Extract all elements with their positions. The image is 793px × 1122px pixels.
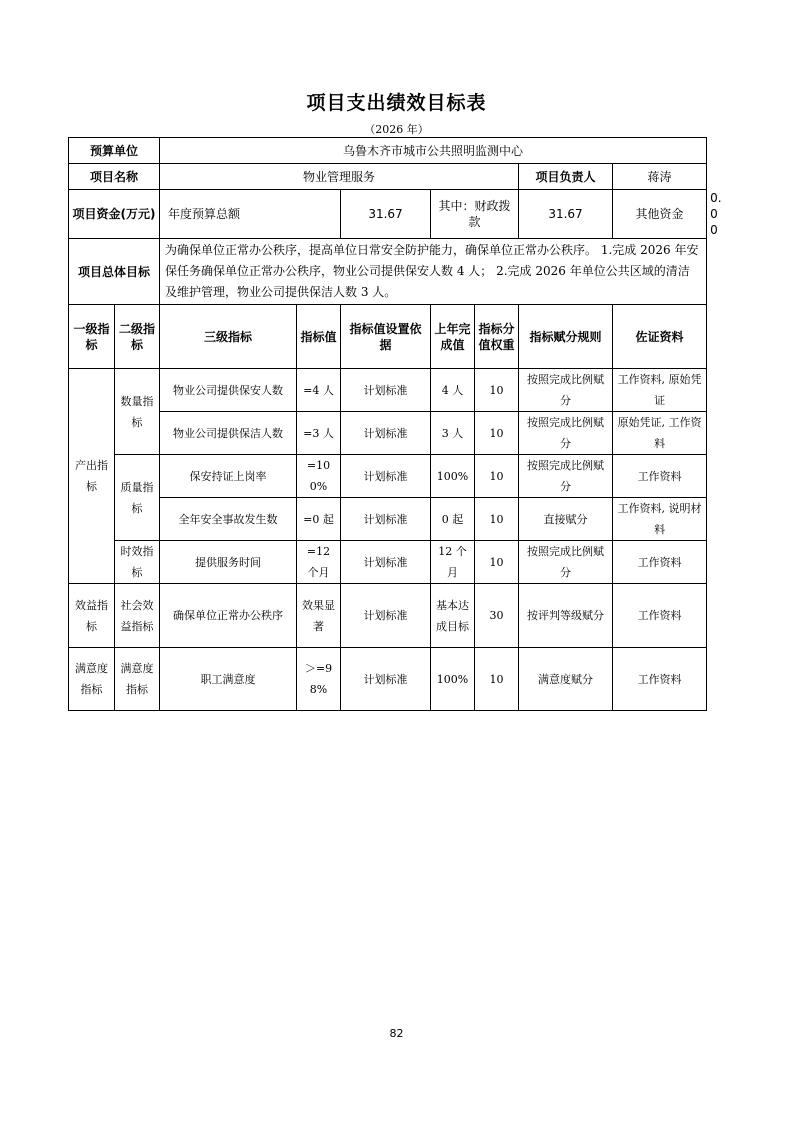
project-leader-value: 蒋涛 (613, 164, 707, 190)
document-title: 项目支出绩效目标表 (306, 92, 487, 114)
indicator-rule: 直接赋分 (519, 498, 613, 541)
table-row (69, 498, 707, 541)
fiscal-appropriation-value: 31.67 (519, 190, 613, 239)
indicator-prev-value: 100% (431, 648, 475, 711)
overall-goal-label: 项目总体目标 (69, 239, 160, 305)
indicator-basis: 计划标准 (341, 584, 431, 648)
level2-satisfaction: 满意度指标 (115, 648, 160, 711)
indicator-value: =3 人 (297, 412, 341, 455)
col-header-evidence: 佐证资料 (613, 305, 707, 369)
indicator-weight: 30 (475, 584, 519, 648)
indicator-weight: 10 (475, 541, 519, 584)
overall-goal-text: 为确保单位正常办公秩序，提高单位日常安全防护能力，确保单位正常办公秩序。 1.完成 2026 年安保任务确保单位正常办公秩序，物业公司提供保安人数 4 人； 2.完成 2026 年单位公共区域的清洁及维护管理，物业公司提供保洁人数 3 人。 (160, 239, 707, 305)
indicator-evidence: 工作资料 (613, 455, 707, 498)
indicator-rule: 按评判等级赋分 (519, 584, 613, 648)
indicator-prev-value: 12 个月 (431, 541, 475, 584)
indicator-evidence: 工作资料 (613, 541, 707, 584)
budget-unit-value: 乌鲁木齐市城市公共照明监测中心 (160, 138, 707, 164)
indicator-value: ＞=98% (297, 648, 341, 711)
col-header-level1: 一级指标 (69, 305, 115, 369)
level1-satisfaction: 满意度指标 (69, 648, 115, 711)
table-row (69, 369, 707, 412)
table-row (69, 412, 707, 455)
indicator-prev-value: 0 起 (431, 498, 475, 541)
indicator-rule: 满意度赋分 (519, 648, 613, 711)
indicator-value: =100% (297, 455, 341, 498)
level2-social-benefit: 社会效益指标 (115, 584, 160, 648)
table-row (69, 455, 707, 498)
indicator-name: 确保单位正常办公秩序 (160, 584, 297, 648)
col-header-level2: 二级指标 (115, 305, 160, 369)
indicator-basis: 计划标准 (341, 455, 431, 498)
indicator-name: 保安持证上岗率 (160, 455, 297, 498)
col-header-basis: 指标值设置依据 (341, 305, 431, 369)
indicator-prev-value: 基本达成目标 (431, 584, 475, 648)
table-row (69, 584, 707, 648)
other-funds-label: 其他资金 (613, 190, 707, 239)
column-header-row (69, 305, 707, 369)
level2-time: 时效指标 (115, 541, 160, 584)
indicator-basis: 计划标准 (341, 498, 431, 541)
indicator-weight: 10 (475, 648, 519, 711)
indicator-basis: 计划标准 (341, 412, 431, 455)
indicator-weight: 10 (475, 412, 519, 455)
table-row (69, 541, 707, 584)
annual-budget-label: 年度预算总额 (160, 190, 341, 239)
year-label: （2026 年） (364, 123, 429, 136)
project-name-label: 项目名称 (69, 164, 160, 190)
col-header-prev-value: 上年完成值 (431, 305, 475, 369)
fiscal-appropriation-label: 其中：财政拨款 (431, 190, 519, 239)
indicator-name: 全年安全事故发生数 (160, 498, 297, 541)
level1-benefit: 效益指标 (69, 584, 115, 648)
project-name-value: 物业管理服务 (160, 164, 519, 190)
annual-budget-value: 31.67 (341, 190, 431, 239)
indicator-weight: 10 (475, 369, 519, 412)
indicator-prev-value: 4 人 (431, 369, 475, 412)
indicator-weight: 10 (475, 498, 519, 541)
indicator-value: =0 起 (297, 498, 341, 541)
level2-quality: 质量指标 (115, 455, 160, 541)
indicator-value: 效果显著 (297, 584, 341, 648)
indicator-value: =4 人 (297, 369, 341, 412)
indicator-name: 提供服务时间 (160, 541, 297, 584)
indicator-evidence: 工作资料 (613, 648, 707, 711)
indicator-rule: 按照完成比例赋分 (519, 369, 613, 412)
budget-unit-row (69, 138, 707, 164)
indicator-evidence: 原始凭证, 工作资料 (613, 412, 707, 455)
indicator-weight: 10 (475, 455, 519, 498)
budget-unit-label: 预算单位 (69, 138, 160, 164)
project-leader-label: 项目负责人 (519, 164, 613, 190)
indicator-name: 物业公司提供保安人数 (160, 369, 297, 412)
table-row (69, 648, 707, 711)
indicator-evidence: 工作资料 (613, 584, 707, 648)
indicator-evidence: 工作资料, 原始凭证 (613, 369, 707, 412)
funds-row: 项目资金(万元) 年度预算总额 31.67 其中：财政拨款 31.67 其他资金 0.00 (69, 190, 707, 239)
project-name-row (69, 164, 707, 190)
indicator-name: 物业公司提供保洁人数 (160, 412, 297, 455)
page-number: 82 (389, 1027, 404, 1040)
indicator-prev-value: 100% (431, 455, 475, 498)
indicator-rule: 按照完成比例赋分 (519, 455, 613, 498)
indicator-basis: 计划标准 (341, 541, 431, 584)
indicator-value: =12 个月 (297, 541, 341, 584)
funds-label: 项目资金(万元) (69, 190, 160, 239)
performance-target-table (68, 137, 722, 711)
level2-quantity: 数量指标 (115, 369, 160, 455)
indicator-basis: 计划标准 (341, 648, 431, 711)
col-header-weight: 指标分值权重 (475, 305, 519, 369)
indicator-name: 职工满意度 (160, 648, 297, 711)
level1-output: 产出指标 (69, 369, 115, 584)
indicator-basis: 计划标准 (341, 369, 431, 412)
overall-goal-row (69, 239, 707, 305)
col-header-rule: 指标赋分规则 (519, 305, 613, 369)
indicator-prev-value: 3 人 (431, 412, 475, 455)
indicator-rule: 按照完成比例赋分 (519, 541, 613, 584)
col-header-level3: 三级指标 (160, 305, 297, 369)
col-header-value: 指标值 (297, 305, 341, 369)
indicator-evidence: 工作资料, 说明材料 (613, 498, 707, 541)
indicator-rule: 按照完成比例赋分 (519, 412, 613, 455)
